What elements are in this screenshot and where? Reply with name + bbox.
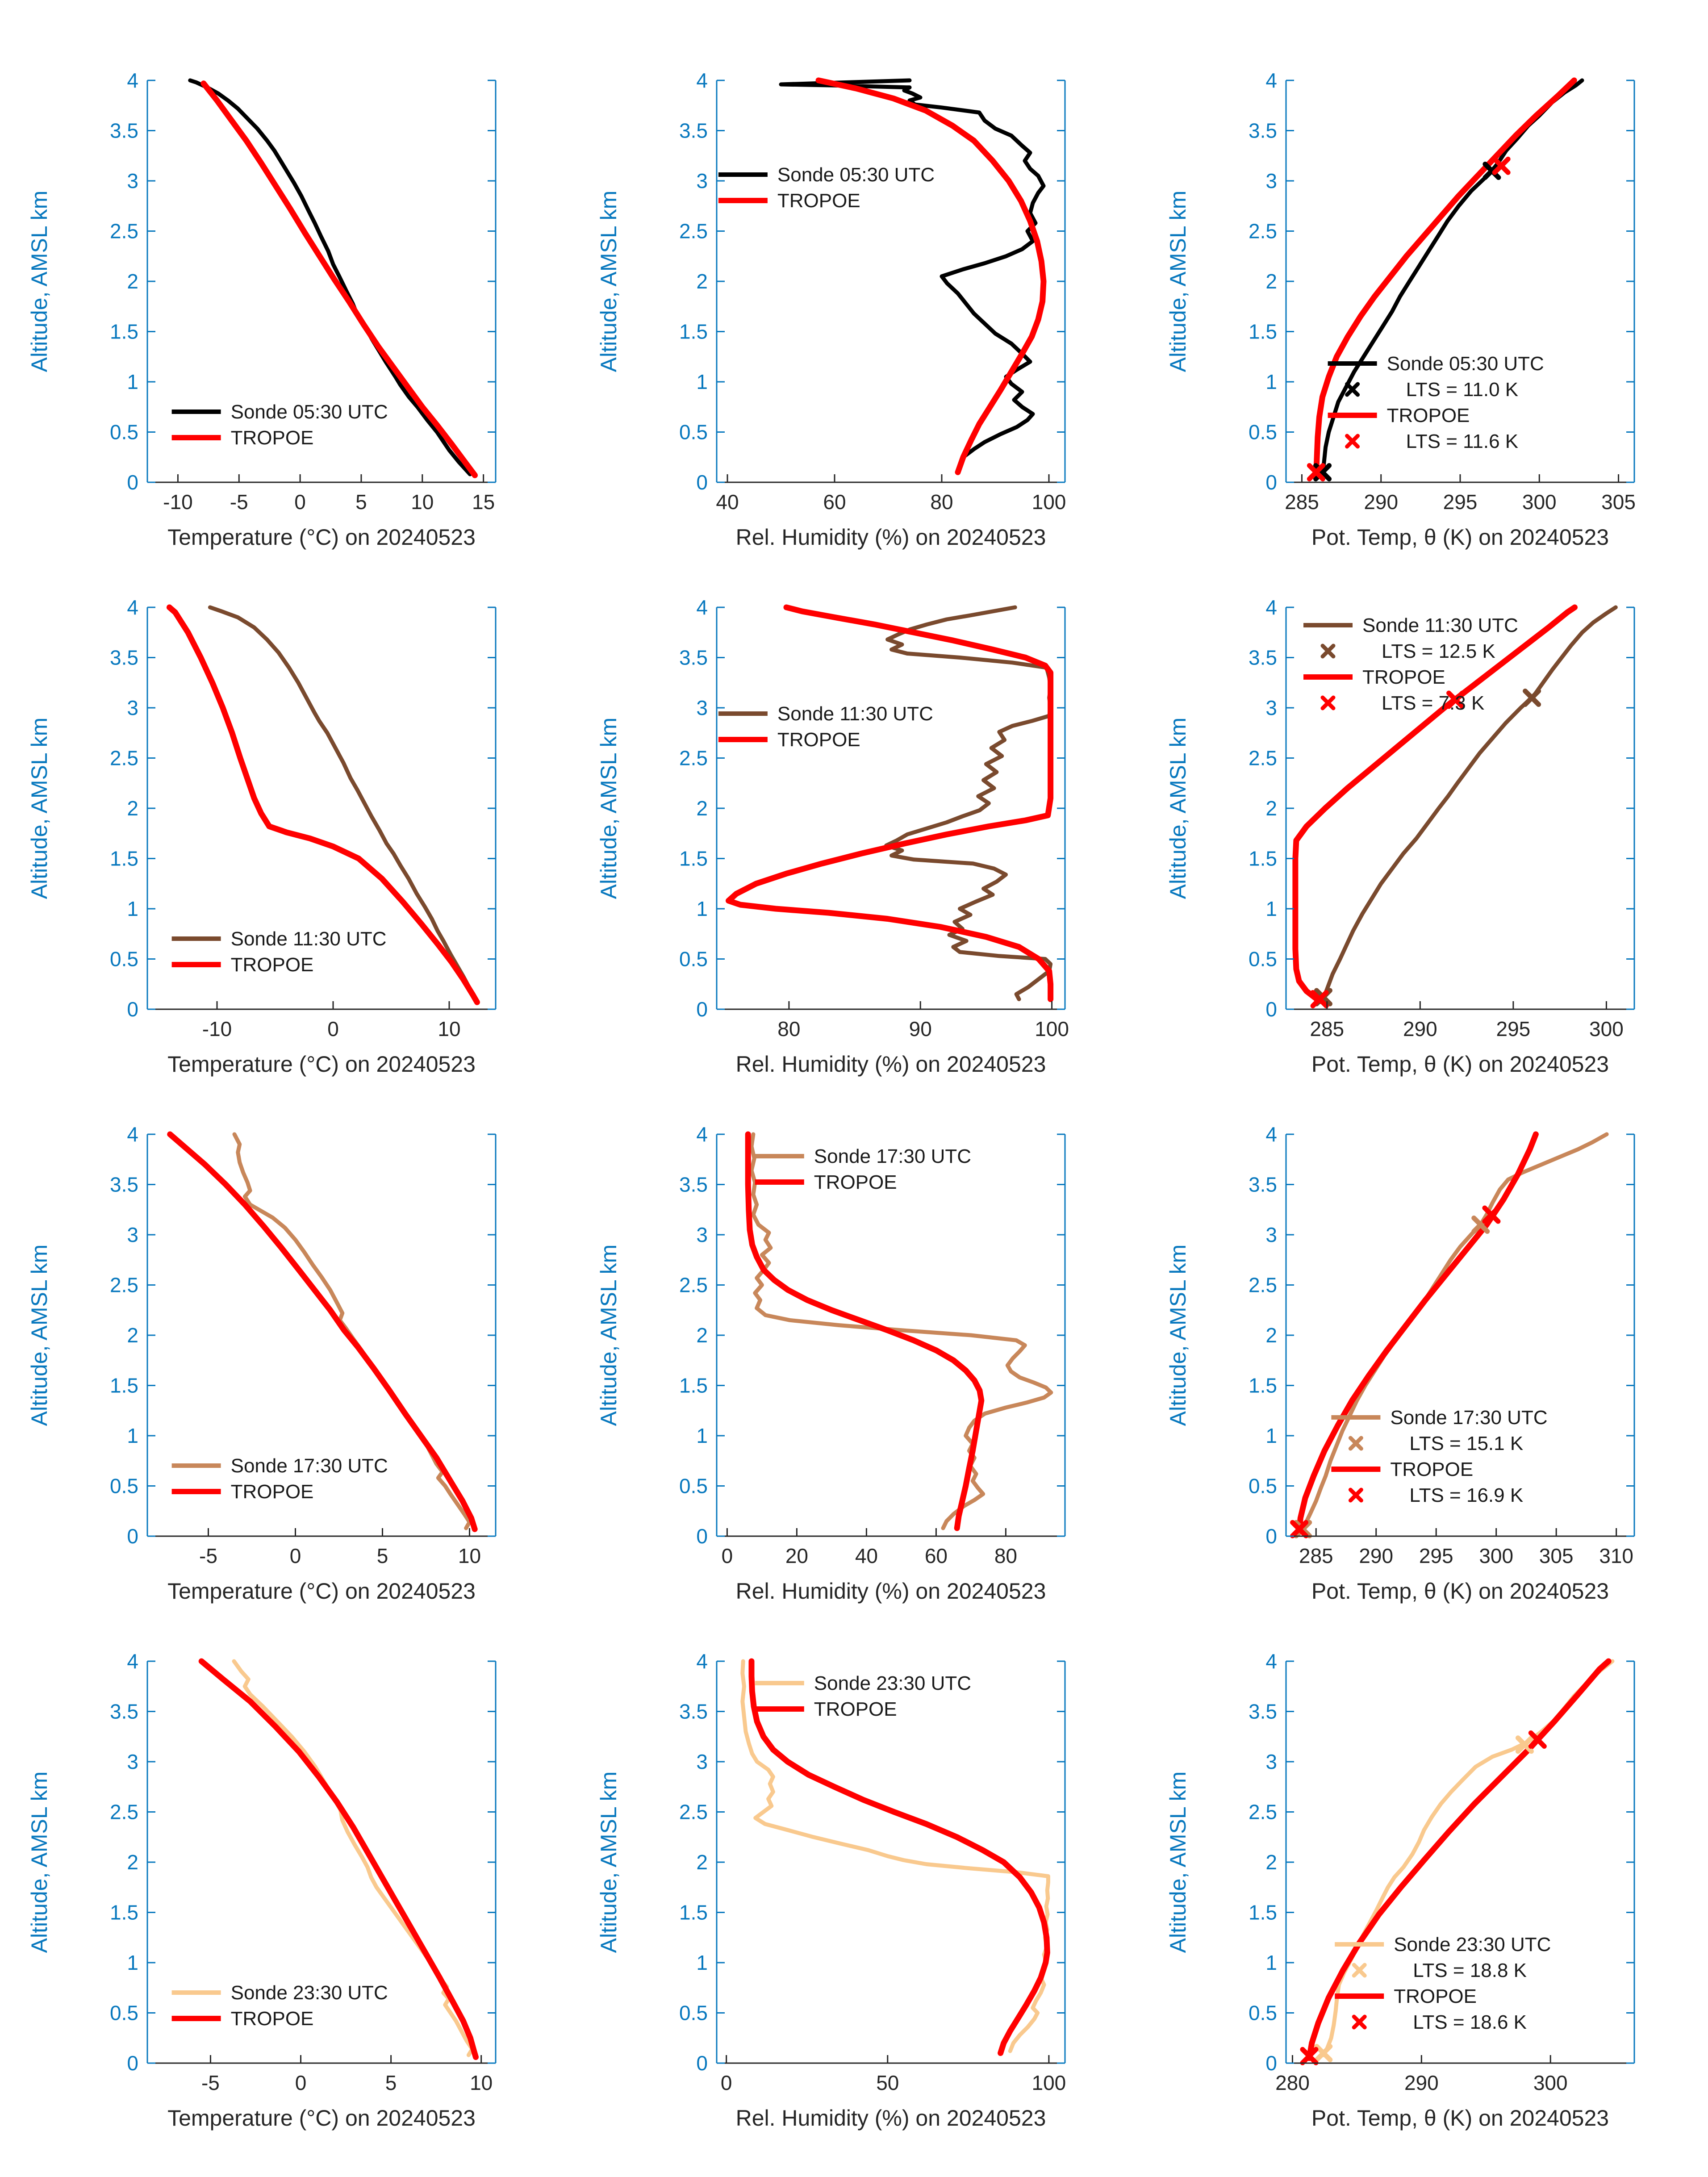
subplot-pottemp-1130 (1139, 581, 1708, 1107)
y-tick-label: 2.5 (110, 1800, 138, 1824)
y-tick-label: 1.5 (679, 1901, 708, 1924)
chart-canvas (569, 581, 1139, 1107)
legend-label: Sonde 05:30 UTC (1386, 353, 1544, 375)
chart-canvas (0, 1634, 569, 2161)
legend-label: LTS = 18.6 K (1413, 2011, 1527, 2033)
y-tick-label: 3 (127, 1750, 138, 1773)
legend-label: Sonde 11:30 UTC (777, 703, 933, 725)
y-tick-label: 0 (1265, 2052, 1277, 2075)
lts-x-marker (1525, 691, 1539, 705)
y-tick-label: 3 (1265, 169, 1277, 192)
legend (1303, 614, 1518, 714)
y-tick-label: 0 (1265, 998, 1277, 1021)
x-axis-label: Rel. Humidity (%) on 20240523 (735, 1579, 1046, 1604)
subplot-humidity-1730 (569, 1107, 1139, 1634)
y-tick-label: 3 (696, 1223, 708, 1246)
x-axis-label: Rel. Humidity (%) on 20240523 (735, 525, 1046, 550)
y-tick-label: 4 (696, 596, 708, 619)
y-tick-label: 1 (696, 1951, 708, 1974)
y-tick-label: 2.5 (1249, 1800, 1277, 1824)
legend-label: LTS = 18.8 K (1413, 1960, 1527, 1981)
x-tick-label: 100 (1031, 490, 1066, 514)
x-tick-label: -10 (202, 1017, 232, 1040)
x-tick-label: 300 (1522, 490, 1557, 514)
y-axis-label: Altitude, AMSL km (596, 190, 621, 372)
y-tick-label: 4 (127, 69, 138, 92)
x-tick-label: 290 (1359, 1544, 1394, 1567)
y-tick-label: 3.5 (110, 119, 138, 142)
x-tick-label: 295 (1496, 1017, 1531, 1040)
x-tick-label: 40 (716, 490, 739, 514)
legend (755, 1672, 971, 1720)
legend-label: Sonde 23:30 UTC (814, 1672, 972, 1694)
y-tick-label: 3 (696, 169, 708, 192)
x-tick-label: 50 (876, 2071, 899, 2094)
y-tick-label: 3 (696, 696, 708, 719)
y-tick-label: 0 (127, 998, 138, 1021)
legend-x-sample (1350, 1438, 1361, 1449)
y-tick-label: 2 (696, 1851, 708, 1874)
y-tick-label: 1 (1265, 897, 1277, 920)
x-tick-label: 60 (924, 1544, 948, 1567)
y-tick-label: 2.5 (679, 1800, 708, 1824)
x-tick-label: 295 (1419, 1544, 1453, 1567)
y-tick-label: 1.5 (1249, 1901, 1277, 1924)
y-tick-label: 1 (127, 1951, 138, 1974)
y-tick-label: 3.5 (679, 119, 708, 142)
y-tick-label: 2.5 (110, 1273, 138, 1297)
y-tick-label: 2 (1265, 1851, 1277, 1874)
y-axis-label: Altitude, AMSL km (1165, 1244, 1190, 1426)
y-tick-label: 0 (696, 998, 708, 1021)
legend (172, 1455, 388, 1503)
x-axis-label: Pot. Temp, θ (K) on 20240523 (1311, 1579, 1609, 1604)
y-tick-label: 1.5 (679, 320, 708, 343)
y-tick-label: 2 (1265, 1324, 1277, 1347)
chart-canvas (0, 581, 569, 1107)
y-tick-label: 0 (1265, 1525, 1277, 1548)
x-tick-label: 100 (1031, 2071, 1066, 2094)
x-tick-label: 10 (438, 1017, 461, 1040)
legend-x-sample (1350, 1490, 1361, 1500)
x-tick-label: -5 (201, 2071, 220, 2094)
y-tick-label: 0 (1265, 471, 1277, 494)
legend-label: TROPOE (777, 729, 860, 751)
y-tick-label: 1 (1265, 1951, 1277, 1974)
y-tick-label: 1 (127, 897, 138, 920)
subplot-pottemp-1730 (1139, 1107, 1708, 1634)
subplot-humidity-2330 (569, 1634, 1139, 2161)
y-tick-label: 3.5 (110, 646, 138, 669)
legend (755, 1145, 971, 1193)
y-tick-label: 3.5 (1249, 119, 1277, 142)
x-axis-label: Temperature (°C) on 20240523 (167, 1579, 476, 1604)
y-tick-label: 3 (127, 1223, 138, 1246)
legend-label: Sonde 17:30 UTC (1390, 1407, 1548, 1429)
legend (172, 1982, 388, 2030)
legend-x-sample (1323, 698, 1333, 708)
y-tick-label: 0 (127, 471, 138, 494)
y-tick-label: 2.5 (1249, 1273, 1277, 1297)
x-tick-label: 0 (327, 1017, 339, 1040)
x-tick-label: 280 (1275, 2071, 1310, 2094)
legend-label: TROPOE (1394, 1985, 1477, 2007)
y-tick-label: 1 (127, 1424, 138, 1447)
chart-canvas (1139, 1634, 1708, 2161)
subplot-pottemp-0530 (1139, 54, 1708, 581)
y-tick-label: 2 (127, 270, 138, 293)
legend-label: Sonde 23:30 UTC (1394, 1934, 1551, 1956)
y-tick-label: 2 (127, 1324, 138, 1347)
legend-label: LTS = 12.5 K (1382, 640, 1495, 662)
lts-x-marker (1317, 2047, 1330, 2060)
x-tick-label: 300 (1589, 1017, 1624, 1040)
y-tick-label: 2 (1265, 797, 1277, 820)
y-tick-label: 1 (1265, 1424, 1277, 1447)
y-axis-label: Altitude, AMSL km (1165, 1771, 1190, 1953)
y-tick-label: 4 (1265, 596, 1277, 619)
y-tick-label: 0.5 (679, 2001, 708, 2025)
legend-label: LTS = 11.0 K (1406, 379, 1519, 401)
y-tick-label: 3.5 (110, 1700, 138, 1723)
x-tick-label: 20 (785, 1544, 808, 1567)
chart-canvas (569, 1634, 1139, 2161)
y-tick-label: 0 (127, 1525, 138, 1548)
legend-label: LTS = 15.1 K (1409, 1433, 1524, 1454)
y-tick-label: 2.5 (110, 219, 138, 243)
y-axis-label: Altitude, AMSL km (596, 1771, 621, 1953)
legend-label: TROPOE (230, 1481, 314, 1503)
legend-label: Sonde 11:30 UTC (230, 928, 387, 950)
x-tick-label: 80 (994, 1544, 1017, 1567)
legend (1335, 1934, 1551, 2033)
y-tick-label: 1 (127, 370, 138, 393)
legend-label: Sonde 17:30 UTC (230, 1455, 388, 1477)
legend (718, 703, 933, 751)
y-tick-label: 2 (696, 797, 708, 820)
y-tick-label: 0.5 (110, 947, 138, 971)
x-tick-label: 5 (376, 1544, 388, 1567)
y-tick-label: 1.5 (1249, 1374, 1277, 1397)
y-axis-label: Altitude, AMSL km (596, 1244, 621, 1426)
legend-label: Sonde 05:30 UTC (777, 164, 935, 186)
x-tick-label: 60 (823, 490, 846, 514)
y-tick-label: 3 (696, 1750, 708, 1773)
x-tick-label: -5 (230, 490, 248, 514)
sonde-line (781, 80, 1044, 472)
x-tick-label: 90 (909, 1017, 932, 1040)
y-tick-label: 0 (696, 471, 708, 494)
y-tick-label: 3 (127, 696, 138, 719)
x-tick-label: 300 (1479, 1544, 1514, 1567)
y-tick-label: 2 (696, 1324, 708, 1347)
legend-label: Sonde 17:30 UTC (814, 1145, 972, 1167)
x-tick-label: 15 (472, 490, 495, 514)
sonde-line (752, 1134, 1051, 1528)
x-axis-label: Temperature (°C) on 20240523 (167, 2106, 476, 2131)
y-tick-label: 3.5 (1249, 1700, 1277, 1723)
chart-canvas (1139, 1107, 1708, 1634)
x-tick-label: 290 (1364, 490, 1399, 514)
tropoe-line (748, 1134, 981, 1528)
x-tick-label: -5 (199, 1544, 217, 1567)
y-tick-label: 0.5 (110, 2001, 138, 2025)
tropoe-line (819, 80, 1044, 472)
y-tick-label: 0.5 (679, 420, 708, 444)
x-tick-label: -10 (163, 490, 193, 514)
y-tick-label: 2.5 (110, 746, 138, 770)
y-tick-label: 4 (696, 1123, 708, 1146)
x-tick-label: 300 (1533, 2071, 1568, 2094)
chart-canvas (1139, 54, 1708, 581)
y-tick-label: 2.5 (679, 219, 708, 243)
y-tick-label: 4 (696, 69, 708, 92)
y-tick-label: 2.5 (1249, 219, 1277, 243)
y-tick-label: 3.5 (1249, 646, 1277, 669)
chart-canvas (1139, 581, 1708, 1107)
legend-x-sample (1354, 1965, 1365, 1976)
legend-x-sample (1354, 2017, 1365, 2027)
legend-label: LTS = 16.9 K (1409, 1484, 1524, 1506)
subplot-temperature-2330 (0, 1634, 569, 2161)
y-tick-label: 0 (696, 2052, 708, 2075)
legend (172, 401, 388, 449)
x-tick-label: 0 (294, 490, 306, 514)
y-tick-label: 1.5 (110, 847, 138, 870)
y-tick-label: 2.5 (679, 746, 708, 770)
y-tick-label: 4 (696, 1650, 708, 1673)
x-tick-label: 80 (777, 1017, 801, 1040)
legend-label: TROPOE (230, 427, 314, 449)
x-axis-label: Temperature (°C) on 20240523 (167, 1052, 476, 1077)
x-tick-label: 80 (930, 490, 953, 514)
y-tick-label: 1.5 (1249, 320, 1277, 343)
x-axis-label: Rel. Humidity (%) on 20240523 (735, 1052, 1046, 1077)
legend-label: TROPOE (814, 1171, 897, 1193)
legend (1328, 353, 1544, 452)
y-tick-label: 1.5 (1249, 847, 1277, 870)
legend-label: Sonde 23:30 UTC (230, 1982, 388, 2004)
y-axis-label: Altitude, AMSL km (27, 1771, 52, 1953)
y-axis-label: Altitude, AMSL km (27, 190, 52, 372)
x-tick-label: 295 (1443, 490, 1478, 514)
subplot-temperature-1730 (0, 1107, 569, 1634)
x-axis-label: Pot. Temp, θ (K) on 20240523 (1311, 525, 1609, 550)
y-axis-label: Altitude, AMSL km (27, 1244, 52, 1426)
legend (172, 928, 387, 976)
x-tick-label: 285 (1285, 490, 1319, 514)
x-tick-label: 0 (289, 1544, 301, 1567)
legend-label: TROPOE (1390, 1458, 1474, 1480)
legend-label: Sonde 05:30 UTC (230, 401, 388, 423)
y-tick-label: 0.5 (679, 1474, 708, 1498)
legend-label: TROPOE (814, 1698, 897, 1720)
y-tick-label: 3.5 (110, 1173, 138, 1196)
y-tick-label: 1 (696, 897, 708, 920)
x-axis-label: Temperature (°C) on 20240523 (167, 525, 476, 550)
y-tick-label: 4 (1265, 1650, 1277, 1673)
y-tick-label: 3 (1265, 1750, 1277, 1773)
legend-x-sample (1347, 384, 1358, 395)
y-tick-label: 3 (1265, 1223, 1277, 1246)
y-tick-label: 0.5 (1249, 947, 1277, 971)
legend-label: TROPOE (777, 190, 860, 212)
legend-label: TROPOE (230, 2008, 314, 2030)
x-tick-label: 290 (1403, 1017, 1437, 1040)
y-tick-label: 1.5 (679, 1374, 708, 1397)
x-tick-label: 5 (355, 490, 367, 514)
x-axis-label: Rel. Humidity (%) on 20240523 (735, 2106, 1046, 2131)
tropoe-line (729, 607, 1051, 999)
x-axis-label: Pot. Temp, θ (K) on 20240523 (1311, 1052, 1609, 1077)
y-tick-label: 1 (1265, 370, 1277, 393)
sonde-line (886, 607, 1051, 999)
y-tick-label: 4 (1265, 1123, 1277, 1146)
y-axis-label: Altitude, AMSL km (1165, 190, 1190, 372)
subplot-temperature-1130 (0, 581, 569, 1107)
y-tick-label: 0.5 (110, 1474, 138, 1498)
y-tick-label: 3.5 (679, 646, 708, 669)
y-tick-label: 3.5 (679, 1700, 708, 1723)
y-tick-label: 2 (127, 797, 138, 820)
y-tick-label: 4 (1265, 69, 1277, 92)
y-tick-label: 1.5 (110, 1374, 138, 1397)
y-tick-label: 2 (127, 1851, 138, 1874)
y-tick-label: 4 (127, 1123, 138, 1146)
x-tick-label: 285 (1299, 1544, 1333, 1567)
y-tick-label: 0 (127, 2052, 138, 2075)
subplot-pottemp-2330 (1139, 1634, 1708, 2161)
y-axis-label: Altitude, AMSL km (27, 717, 52, 899)
x-tick-label: 10 (458, 1544, 481, 1567)
x-tick-label: 0 (295, 2071, 307, 2094)
x-tick-label: 305 (1601, 490, 1636, 514)
chart-canvas (0, 1107, 569, 1634)
y-tick-label: 2.5 (1249, 746, 1277, 770)
subplot-humidity-1130 (569, 581, 1139, 1107)
x-tick-label: 10 (470, 2071, 493, 2094)
y-tick-label: 4 (127, 596, 138, 619)
x-tick-label: 10 (411, 490, 434, 514)
legend-label: LTS = 7.3 K (1382, 692, 1485, 714)
legend (718, 164, 935, 212)
legend (1331, 1407, 1547, 1506)
chart-canvas (569, 1107, 1139, 1634)
legend-label: LTS = 11.6 K (1406, 430, 1519, 452)
y-tick-label: 1.5 (679, 847, 708, 870)
legend-label: TROPOE (1386, 405, 1470, 426)
y-tick-label: 0.5 (110, 420, 138, 444)
x-tick-label: 0 (720, 2071, 732, 2094)
x-tick-label: 290 (1404, 2071, 1439, 2094)
subplot-temperature-0530 (0, 54, 569, 581)
y-tick-label: 0.5 (679, 947, 708, 971)
y-tick-label: 1 (696, 370, 708, 393)
x-tick-label: 305 (1539, 1544, 1574, 1567)
y-tick-label: 3 (127, 169, 138, 192)
legend-x-sample (1347, 436, 1358, 447)
y-tick-label: 0 (696, 1525, 708, 1548)
subplot-humidity-0530 (569, 54, 1139, 581)
legend-x-sample (1323, 646, 1333, 656)
legend-label: Sonde 11:30 UTC (1362, 614, 1518, 636)
x-axis-label: Pot. Temp, θ (K) on 20240523 (1311, 2106, 1609, 2131)
chart-canvas (0, 54, 569, 581)
y-tick-label: 0.5 (1249, 1474, 1277, 1498)
y-tick-label: 1 (696, 1424, 708, 1447)
y-tick-label: 3.5 (1249, 1173, 1277, 1196)
y-tick-label: 3 (1265, 696, 1277, 719)
y-tick-label: 1.5 (110, 320, 138, 343)
y-tick-label: 1.5 (110, 1901, 138, 1924)
y-axis-label: Altitude, AMSL km (596, 717, 621, 899)
x-tick-label: 0 (721, 1544, 733, 1567)
x-tick-label: 100 (1035, 1017, 1069, 1040)
y-tick-label: 0.5 (1249, 420, 1277, 444)
legend-label: TROPOE (1362, 666, 1445, 688)
y-tick-label: 3.5 (679, 1173, 708, 1196)
y-tick-label: 0.5 (1249, 2001, 1277, 2025)
x-tick-label: 40 (855, 1544, 878, 1567)
y-tick-label: 2 (696, 270, 708, 293)
x-tick-label: 5 (385, 2071, 397, 2094)
y-tick-label: 2 (1265, 270, 1277, 293)
y-tick-label: 4 (127, 1650, 138, 1673)
legend-label: TROPOE (230, 954, 314, 976)
chart-canvas (569, 54, 1139, 581)
y-axis-label: Altitude, AMSL km (1165, 717, 1190, 899)
x-tick-label: 310 (1599, 1544, 1634, 1567)
y-tick-label: 2.5 (679, 1273, 708, 1297)
x-tick-label: 285 (1310, 1017, 1345, 1040)
